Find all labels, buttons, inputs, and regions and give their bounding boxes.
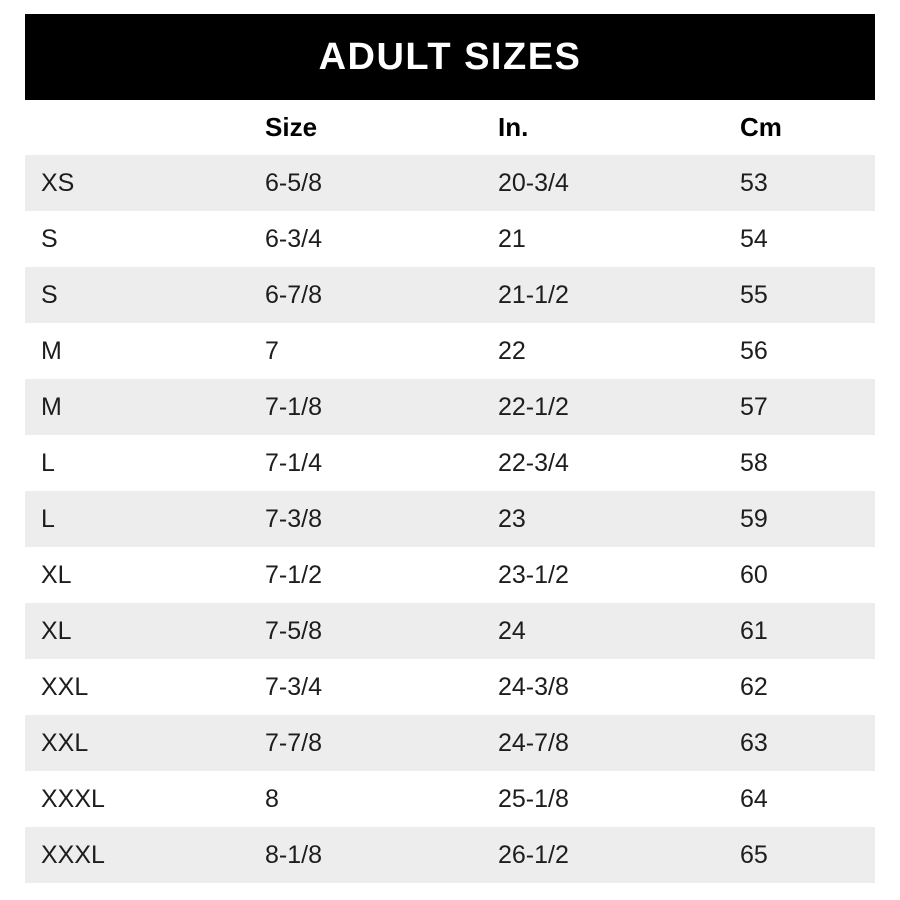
- cell-inches: 20-3/4: [498, 168, 569, 197]
- column-header-size: Size: [265, 112, 318, 142]
- table-row: [25, 827, 875, 883]
- cell-size: 7: [265, 336, 279, 365]
- table-row: [25, 267, 875, 323]
- cell-size-label: M: [41, 392, 62, 421]
- table-row: [25, 379, 875, 435]
- cell-inches: 24: [498, 616, 526, 645]
- cell-size-label: S: [41, 224, 58, 253]
- cell-size-label: M: [41, 336, 62, 365]
- cell-inches: 22-3/4: [498, 448, 569, 477]
- cell-inches: 21: [498, 224, 526, 253]
- cell-size: 8: [265, 784, 279, 813]
- cell-size-label: XL: [41, 560, 72, 589]
- cell-inches: 24-7/8: [498, 728, 569, 757]
- table-row: [25, 435, 875, 491]
- cell-size: 7-7/8: [265, 728, 322, 757]
- cell-cm: 53: [740, 168, 768, 197]
- cell-cm: 60: [740, 560, 768, 589]
- cell-cm: 55: [740, 280, 768, 309]
- cell-size-label: L: [41, 448, 55, 477]
- cell-size: 8-1/8: [265, 840, 322, 869]
- table-row: [25, 771, 875, 827]
- table-row: [25, 491, 875, 547]
- cell-size-label: XS: [41, 168, 75, 197]
- cell-cm: 62: [740, 672, 768, 701]
- size-table-body: [25, 155, 875, 883]
- cell-inches: 24-3/8: [498, 672, 569, 701]
- cell-inches: 22: [498, 336, 526, 365]
- cell-inches: 26-1/2: [498, 840, 569, 869]
- cell-size: 7-5/8: [265, 616, 322, 645]
- cell-size: 7-1/4: [265, 448, 322, 477]
- cell-size-label: XXXL: [41, 840, 105, 869]
- cell-size-label: XXL: [41, 728, 89, 757]
- cell-size: 6-3/4: [265, 224, 322, 253]
- cell-size: 6-7/8: [265, 280, 322, 309]
- cell-size: 7-3/8: [265, 504, 322, 533]
- cell-cm: 61: [740, 616, 768, 645]
- title-bar: [25, 14, 875, 100]
- table-row: [25, 547, 875, 603]
- cell-inches: 25-1/8: [498, 784, 569, 813]
- cell-cm: 63: [740, 728, 768, 757]
- cell-cm: 58: [740, 448, 768, 477]
- cell-size-label: S: [41, 280, 58, 309]
- cell-cm: 56: [740, 336, 768, 365]
- table-row: [25, 155, 875, 211]
- cell-size: 7-1/2: [265, 560, 322, 589]
- cell-size: 6-5/8: [265, 168, 322, 197]
- cell-size-label: XXXL: [41, 784, 105, 813]
- cell-cm: 64: [740, 784, 768, 813]
- cell-inches: 21-1/2: [498, 280, 569, 309]
- cell-cm: 59: [740, 504, 768, 533]
- cell-size-label: L: [41, 504, 55, 533]
- table-row: [25, 211, 875, 267]
- cell-size-label: XL: [41, 616, 72, 645]
- cell-cm: 65: [740, 840, 768, 869]
- cell-size: 7-1/8: [265, 392, 322, 421]
- page-title: ADULT SIZES: [318, 35, 582, 78]
- table-row: [25, 715, 875, 771]
- cell-size-label: XXL: [41, 672, 89, 701]
- column-header-row: [25, 100, 875, 155]
- column-header-cm: Cm: [740, 112, 782, 142]
- cell-size: 7-3/4: [265, 672, 322, 701]
- table-row: [25, 603, 875, 659]
- cell-inches: 22-1/2: [498, 392, 569, 421]
- cell-cm: 54: [740, 224, 768, 253]
- cell-inches: 23: [498, 504, 526, 533]
- table-row: [25, 659, 875, 715]
- cell-inches: 23-1/2: [498, 560, 569, 589]
- table-row: [25, 323, 875, 379]
- column-header-inches: In.: [498, 112, 529, 142]
- cell-cm: 57: [740, 392, 768, 421]
